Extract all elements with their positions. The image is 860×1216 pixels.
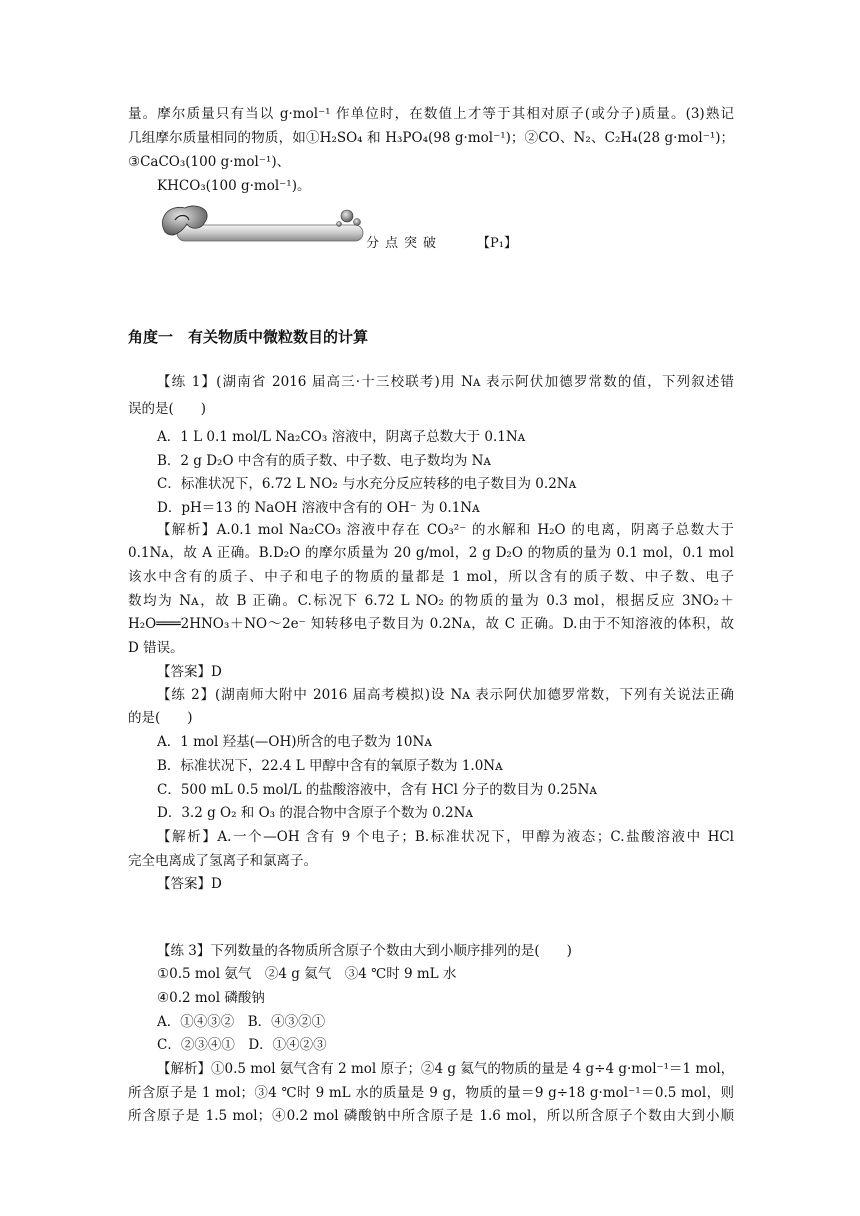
ex3-solution-line-1: 【解析】①0.5 mol 氨气含有 2 mol 原子；②4 g 氦气的物质的量是 4 g÷4 g·mol⁻¹＝1 mol， — [157, 1061, 735, 1077]
ex3-question-line-3: ④0.2 mol 磷酸钠 — [157, 990, 265, 1006]
intro-line-4: KHCO₃(100 g·mol⁻¹)。 — [157, 178, 311, 194]
ex2-option-b: B．标准状况下，22.4 L 甲醇中含有的氧原子数为 1.0Nᴀ — [157, 758, 503, 774]
ex1-solution-line-6: D 错误。 — [128, 640, 184, 656]
ex2-question-line-2: 的是( ) — [128, 710, 193, 726]
ex1-question-line-1: 【练 1】(湖南省 2016 届高三·十三校联考)用 Nᴀ 表示阿伏加德罗常数的值，下列叙述错 — [157, 374, 734, 390]
ex1-question-line-2: 误的是( ) — [128, 401, 207, 417]
intro-line-3: ③CaCO₃(100 g·mol⁻¹)、 — [128, 154, 291, 170]
ex1-answer: 【答案】D — [157, 664, 222, 680]
intro-line-2: 几组摩尔质量相同的物质，如①H₂SO₄ 和 H₃PO₄(98 g·mol⁻¹)；②CO、N₂、C₂H₄(28 g·mol⁻¹)； — [128, 130, 734, 146]
ex2-solution-line-2: 完全电离成了氢离子和氯离子。 — [128, 853, 317, 869]
section-banner-graphic — [157, 200, 367, 248]
intro-line-1: 量。摩尔质量只有当以 g·mol⁻¹ 作单位时，在数值上才等于其相对原子(或分子)质量。(3)熟记 — [128, 106, 734, 122]
ex2-option-d: D．3.2 g O₂ 和 O₃ 的混合物中含原子个数为 0.2Nᴀ — [157, 805, 474, 821]
ex2-solution-line-1: 【解析】A.一个—OH 含有 9 个电子；B.标准状况下，甲醇为液态；C.盐酸溶液中 HCl — [157, 829, 734, 845]
ex3-options-line-1: A．①④③② B．④③②① — [157, 1014, 326, 1030]
ex2-answer: 【答案】D — [157, 876, 222, 892]
ex1-option-c: C．标准状况下，6.72 L NO₂ 与水充分反应转移的电子数目为 0.2Nᴀ — [157, 476, 577, 492]
banner-title: 分点突破 — [366, 236, 443, 251]
ex1-solution-line-4: 数均为 Nᴀ，故 B 正确。C.标况下 6.72 L NO₂ 的物质的量为 0.3 mol，根据反应 3NO₂＋ — [128, 593, 734, 609]
ex1-option-a: A．1 L 0.1 mol/L Na₂CO₃ 溶液中，阴离子总数大于 0.1Nᴀ — [157, 429, 526, 445]
section-heading: 角度一 有关物质中微粒数目的计算 — [128, 328, 369, 346]
ex3-question-line-2: ①0.5 mol 氨气 ②4 g 氦气 ③4 ℃时 9 mL 水 — [157, 966, 457, 982]
ex3-solution-line-3: 所含原子是 1.5 mol；④0.2 mol 磷酸钠中所含原子是 1.6 mol，所以所含原子个数由大到小顺 — [128, 1108, 734, 1124]
ex1-option-d: D．pH＝13 的 NaOH 溶液中含有的 OH⁻ 为 0.1Nᴀ — [157, 500, 480, 516]
ex1-solution-line-5: H₂O═══2HNO₃＋NO～2e⁻ 知转移电子数目为 0.2Nᴀ，故 C 正确。D.由于不知溶液的体积，故 — [128, 616, 734, 632]
ex3-solution-line-2: 所含原子是 1 mol；③4 ℃时 9 mL 水的质量是 9 g，物质的量＝9 g÷18 g·mol⁻¹＝0.5 mol，则 — [128, 1085, 734, 1101]
ex2-question-line-1: 【练 2】(湖南师大附中 2016 届高考模拟)设 Nᴀ 表示阿伏加德罗常数，下列有关说法正确 — [157, 687, 734, 703]
ex1-solution-line-3: 该水中含有的质子、中子和电子的物质的量都是 1 mol，所以含有的质子数、中子数、电子 — [128, 569, 734, 585]
ex3-options-line-2: C．②③④① D．①④②③ — [157, 1037, 327, 1053]
ex1-solution-line-1: 【解析】A.0.1 mol Na₂CO₃ 溶液中存在 CO₃²⁻ 的水解和 H₂O 的电离，阴离子总数大于 — [157, 522, 734, 538]
ex2-option-a: A．1 mol 羟基(—OH)所含的电子数为 10Nᴀ — [157, 734, 432, 750]
ex1-option-b: B．2 g D₂O 中含有的质子数、中子数、电子数均为 Nᴀ — [157, 453, 492, 469]
banner-page-ref: 【P₁】 — [477, 236, 517, 251]
ex2-option-c: C．500 mL 0.5 mol/L 的盐酸溶液中，含有 HCl 分子的数目为 0.25Nᴀ — [157, 782, 598, 798]
ex3-question-line-1: 【练 3】下列数量的各物质所含原子个数由大到小顺序排列的是( ) — [157, 943, 572, 959]
ex1-solution-line-2: 0.1Nᴀ，故 A 正确。B.D₂O 的摩尔质量为 20 g/mol，2 g D₂O 的物质的量为 0.1 mol，0.1 mol — [128, 545, 734, 561]
